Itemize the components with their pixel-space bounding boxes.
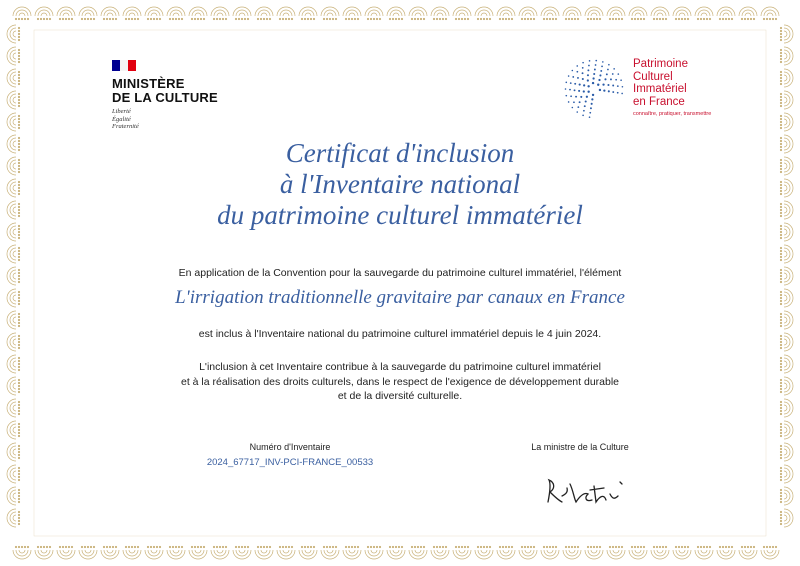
minister-label: La ministre de la Culture	[531, 442, 629, 452]
closing-line1: L'inclusion à cet Inventaire contribue à la sauvegarde du patrimoine culturel immatériel	[199, 361, 601, 373]
inclusion-statement: est inclus à l'Inventaire national du patrimoine culturel immatériel depuis le 4 juin 2024.	[198, 328, 602, 340]
pci-title-line3: Immatériel	[633, 83, 687, 95]
closing-paragraph	[0, 360, 800, 404]
pci-title-line1: Patrimoine	[633, 58, 688, 70]
closing-line3: et de la diversité culturelle.	[337, 390, 463, 402]
motto-fraternite: Fraternité	[112, 123, 139, 130]
inventory-label: Numéro d'Inventaire	[249, 442, 331, 452]
pci-logo	[563, 58, 711, 120]
title-line1: Certificat d'inclusion	[285, 138, 515, 168]
title-line2: à l'Inventaire national	[279, 169, 521, 199]
pci-tagline: connaître, pratiquer, transmettre	[633, 111, 712, 117]
ministry-logo	[112, 60, 218, 131]
motto-egalite: Égalité	[112, 115, 131, 123]
signature-image	[540, 472, 650, 512]
pci-title-line4: en France	[633, 95, 685, 108]
pci-title-line2: Culturel	[633, 70, 673, 83]
marianne-flag-icon	[112, 60, 136, 71]
closing-line2: et à la réalisation des droits culturels, dans le respect de l'exigence de développement durable	[180, 375, 620, 388]
ministry-name-line2: DE LA CULTURE	[112, 90, 218, 105]
ministry-name-line1: MINISTÈRE	[112, 76, 185, 91]
motto-liberte: Liberté	[112, 108, 131, 115]
pci-dots-icon	[563, 58, 625, 120]
inventory-number: 2024_67717_INV-PCI-FRANCE_00533	[206, 457, 374, 468]
republic-motto	[112, 108, 218, 131]
intro-text: En application de la Convention pour la sauvegarde du patrimoine culturel immatériel, l'élément	[178, 267, 622, 279]
element-name: L'irrigation traditionnelle gravitaire par canaux en France	[175, 287, 625, 308]
certificate-title	[0, 138, 800, 231]
title-line3: du patrimoine culturel immatériel	[217, 200, 583, 230]
